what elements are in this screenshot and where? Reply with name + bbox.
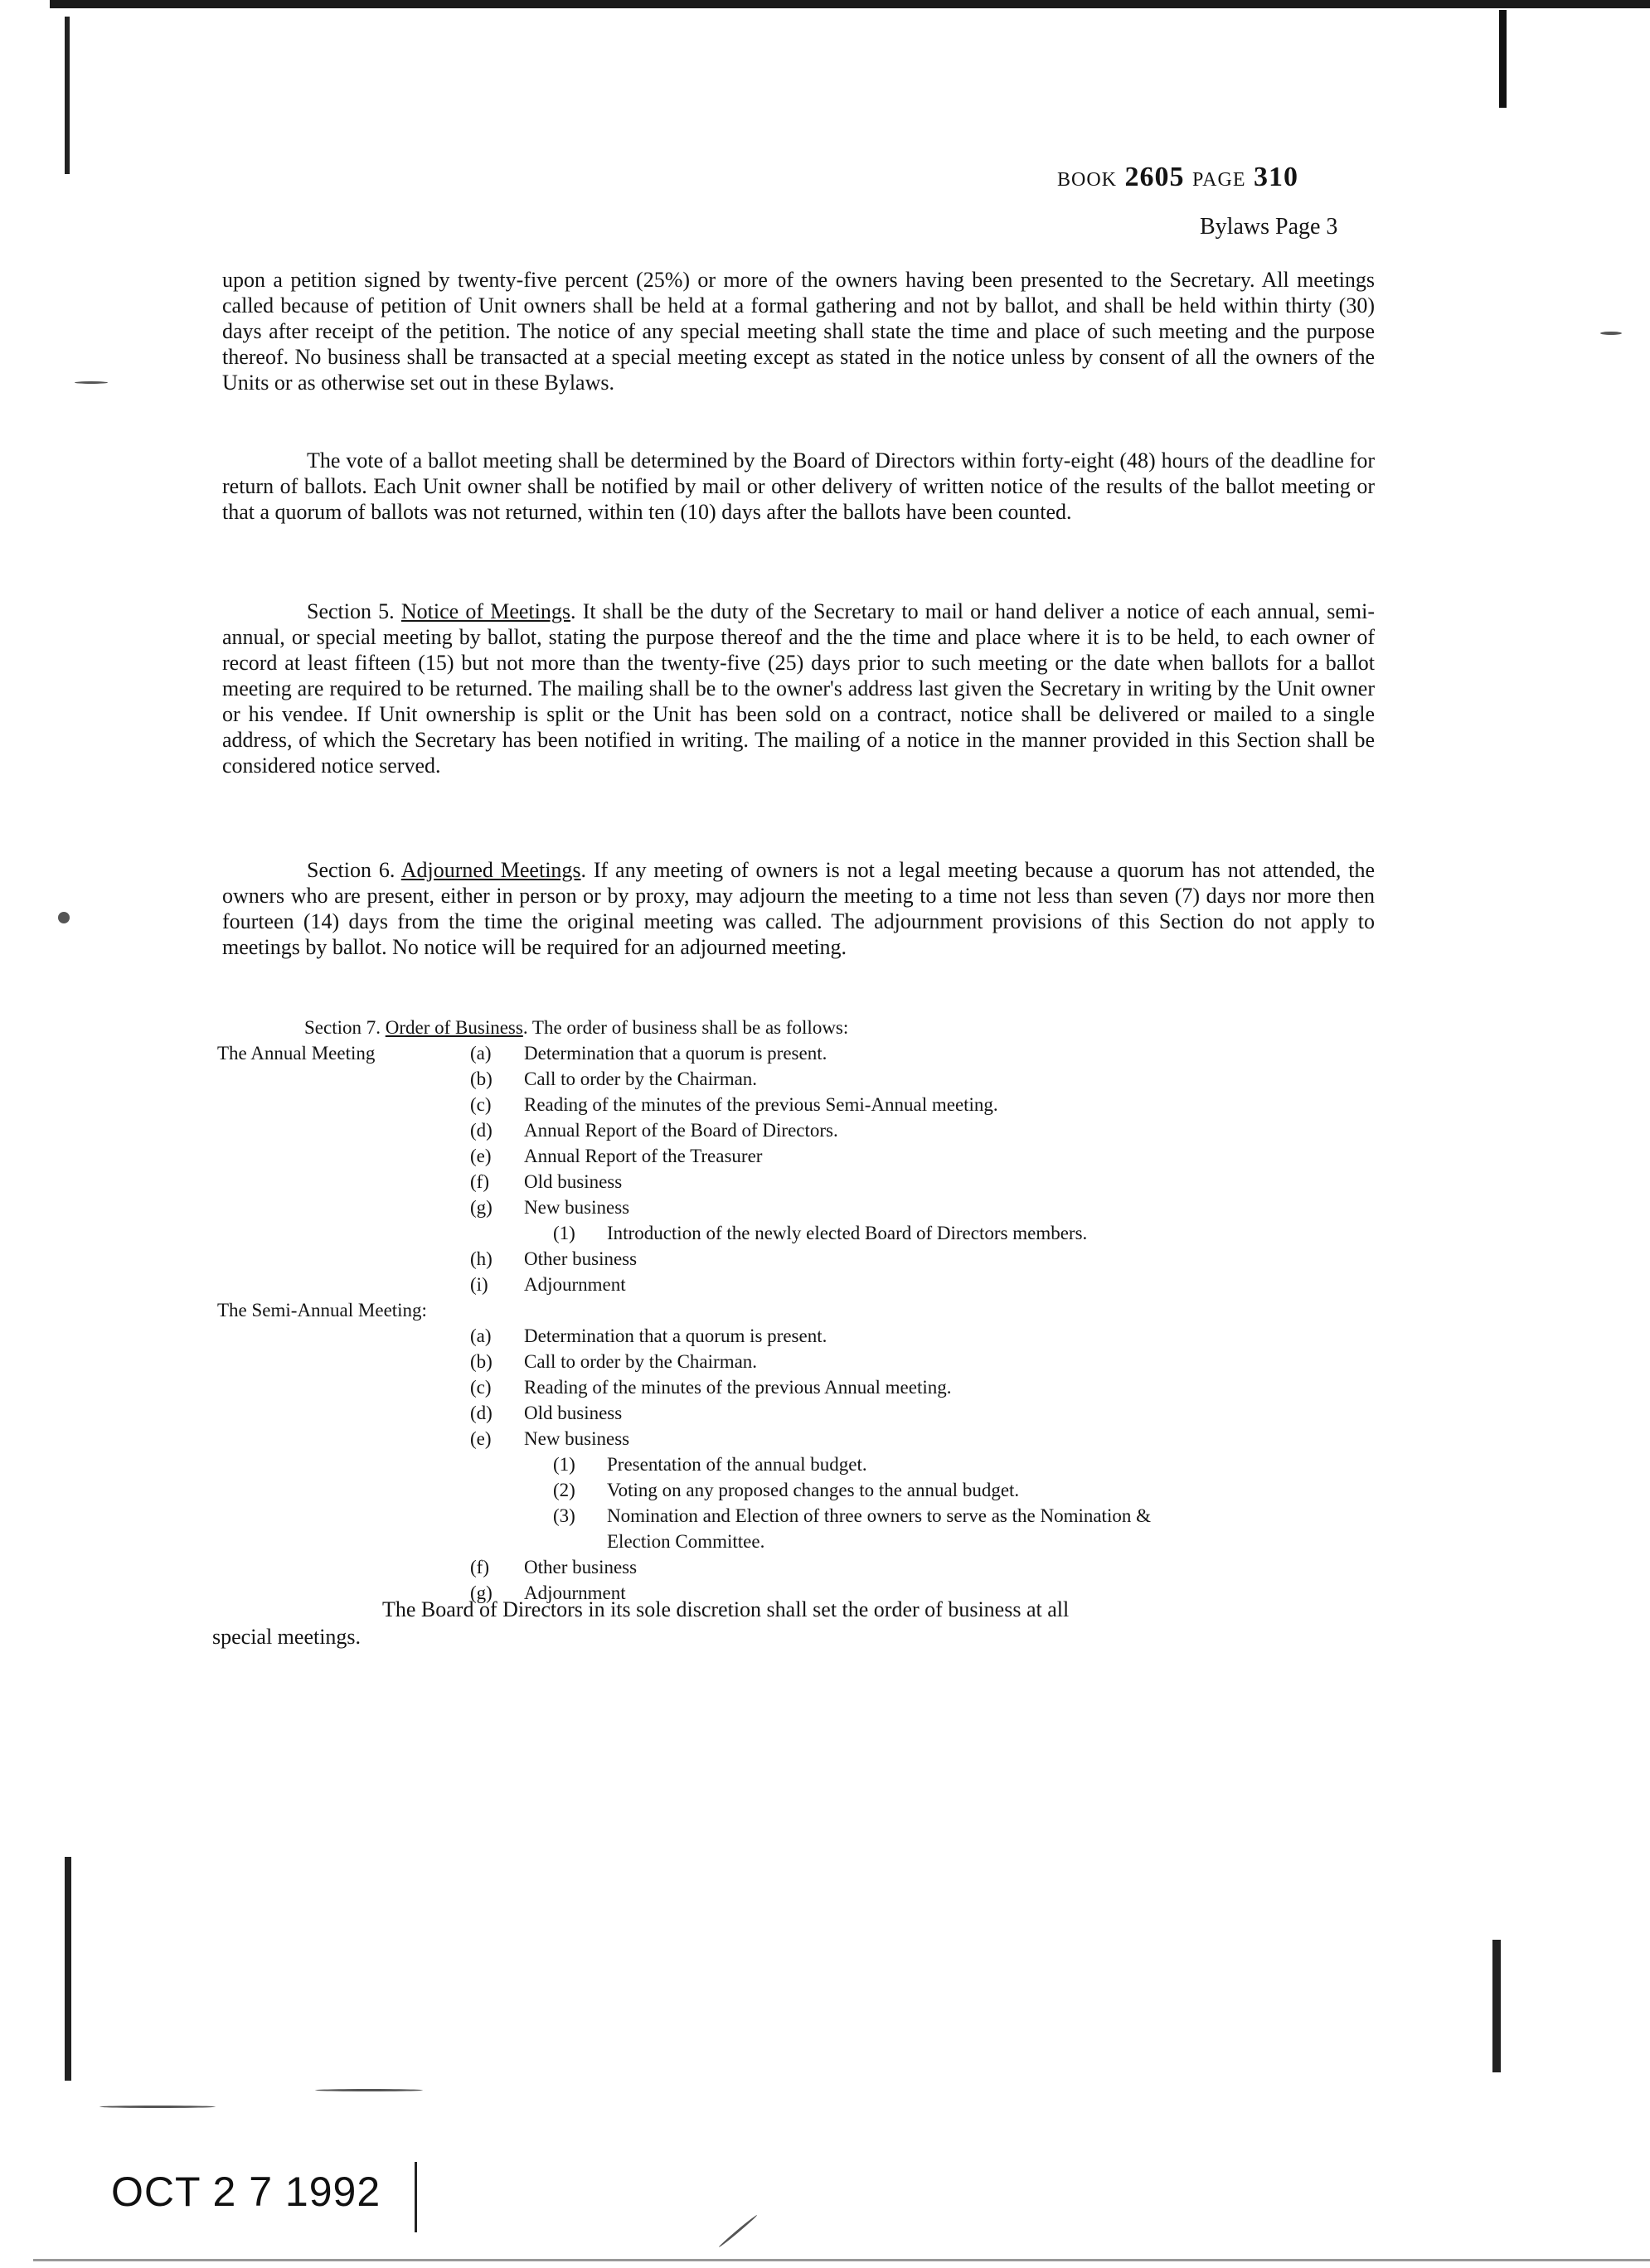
item-letter: (b) bbox=[470, 1069, 493, 1089]
stamp-divider bbox=[415, 2162, 417, 2232]
list-item bbox=[217, 1400, 1378, 1426]
section-6 bbox=[222, 857, 1375, 960]
scan-speck bbox=[1600, 332, 1622, 335]
item-letter: (a) bbox=[470, 1325, 492, 1346]
item-text: New business bbox=[524, 1428, 630, 1449]
item-text: Adjournment bbox=[524, 1582, 626, 1603]
item-text: Call to order by the Chairman. bbox=[524, 1069, 758, 1089]
closing-paragraph bbox=[212, 1596, 1373, 1650]
subitem-number: (1) bbox=[553, 1454, 575, 1475]
semiannual-meeting-list bbox=[217, 1297, 1378, 1606]
annual-meeting-list bbox=[217, 1040, 1378, 1297]
closing-line-2: special meetings. bbox=[212, 1625, 362, 1649]
section-5 bbox=[222, 598, 1375, 778]
item-letter: (a) bbox=[470, 1043, 492, 1064]
section-7 bbox=[217, 1015, 1378, 1040]
list-item bbox=[217, 1220, 1378, 1246]
page-prefix: PAGE bbox=[1192, 169, 1246, 191]
section-7-label: Section 7. bbox=[304, 1017, 381, 1038]
item-text: Determination that a quorum is present. bbox=[524, 1325, 827, 1346]
section-5-title: Notice of Meetings bbox=[400, 599, 571, 623]
list-item bbox=[217, 1554, 1378, 1580]
section-5-label: Section 5. bbox=[307, 599, 395, 623]
scan-speck bbox=[75, 381, 108, 384]
list-item bbox=[217, 1451, 1378, 1477]
list-item bbox=[217, 1477, 1378, 1503]
item-letter: (g) bbox=[470, 1197, 493, 1218]
section-5-text: . It shall be the duty of the Secretary to mail or hand deliver a notice of each annual, semi-annual, or special meeting by ballot, stating the purpose thereof and the the time and place where it is to be held, to each owner of record at least fifteen (15) but not more than the twenty-five (25) days prior to such meeting or the date when ballots for a ballot meeting are required to be returned. The mailing shall be to the owner's address last given the Secretary in writing by the Unit owner or his vendee. If Unit ownership is split or the Unit has been sold on a contract, notice shall be delivered or mailed to a single address, of which the Secretary has been notified in writing. The mailing of a notice in the manner provided in this Section shall be considered notice served. bbox=[222, 599, 1376, 778]
subitem-number: (1) bbox=[553, 1223, 575, 1243]
section-7-text: . The order of business shall be as follows: bbox=[522, 1017, 849, 1038]
item-text: Annual Report of the Treasurer bbox=[524, 1146, 763, 1166]
subitem-number: (3) bbox=[553, 1505, 575, 1526]
item-letter: (c) bbox=[470, 1094, 492, 1115]
scan-speck bbox=[718, 2214, 758, 2248]
item-text: Old business bbox=[524, 1403, 623, 1423]
section-7-heading bbox=[217, 1015, 1378, 1040]
scan-mark-right bbox=[1499, 10, 1507, 108]
list-item bbox=[217, 1169, 1378, 1195]
list-item bbox=[217, 1272, 1378, 1297]
list-item bbox=[217, 1040, 1378, 1066]
item-letter: (f) bbox=[470, 1557, 489, 1577]
subitem-text: Voting on any proposed changes to the annual budget. bbox=[607, 1480, 1020, 1500]
subitem-number: (2) bbox=[553, 1480, 575, 1500]
scan-speck bbox=[99, 2106, 216, 2108]
closing-line-1: The Board of Directors in its sole discretion shall set the order of business at all bbox=[382, 1597, 1070, 1621]
section-7-title: Order of Business bbox=[385, 1017, 523, 1038]
subitem-text: Election Committee. bbox=[607, 1531, 765, 1552]
date-stamp: OCT 2 7 1992 bbox=[111, 2169, 381, 2215]
item-letter: (e) bbox=[470, 1428, 492, 1449]
scan-mark-right-bottom bbox=[1492, 1940, 1501, 2072]
meeting-title: The Semi-Annual Meeting: bbox=[217, 1300, 427, 1321]
item-letter: (e) bbox=[470, 1146, 492, 1166]
item-letter: (g) bbox=[470, 1582, 493, 1603]
item-letter: (d) bbox=[470, 1120, 493, 1141]
section-6-text: . If any meeting of owners is not a legal meeting because a quorum has not attended, the owners who are present, either in person or by proxy, may adjourn the meeting to a time not less than seven (7) days nor more then fourteen (14) days from the time the original meeting was called. The adjournment provisions of this Section do not apply to meetings by ballot. No notice will be required for an adjourned meeting. bbox=[222, 858, 1375, 959]
list-item bbox=[217, 1349, 1378, 1374]
item-text: Other business bbox=[524, 1557, 638, 1577]
item-letter: (b) bbox=[470, 1351, 493, 1372]
meeting-title: The Annual Meeting bbox=[217, 1043, 376, 1064]
list-item bbox=[217, 1246, 1378, 1272]
subitem-text: Introduction of the newly elected Board of Directors members. bbox=[607, 1223, 1088, 1243]
list-item bbox=[217, 1323, 1378, 1349]
item-text: Determination that a quorum is present. bbox=[524, 1043, 827, 1064]
book-page-reference bbox=[1057, 162, 1298, 193]
book-prefix: BOOK bbox=[1057, 169, 1118, 191]
section-6-title: Adjourned Meetings bbox=[400, 858, 581, 882]
item-letter: (c) bbox=[470, 1377, 492, 1398]
scan-mark-left-bottom bbox=[65, 1857, 71, 2081]
item-text: Old business bbox=[524, 1171, 623, 1192]
item-letter: (h) bbox=[470, 1248, 493, 1269]
list-item bbox=[217, 1117, 1378, 1143]
item-letter: (f) bbox=[470, 1171, 489, 1192]
scan-mark-left-top bbox=[65, 17, 70, 174]
item-text: Adjournment bbox=[524, 1274, 626, 1295]
item-letter: (d) bbox=[470, 1403, 493, 1423]
paragraph-continuation: upon a petition signed by twenty-five percent (25%) or more of the owners having been presented to the Secretary. All meetings called because of petition of Unit owners shall be held at a formal gathering and not by ballot, and shall be held within thirty (30) days after receipt of the petition. The notice of any special meeting shall state the time and place of such meeting and the purpose thereof. No business shall be transacted at a special meeting except as stated in the notice unless by consent of all the owners of the Units or as otherwise set out in these Bylaws. bbox=[222, 268, 1375, 395]
item-text: Annual Report of the Board of Directors. bbox=[524, 1120, 838, 1141]
scan-speck bbox=[315, 2089, 423, 2091]
item-text: Other business bbox=[524, 1248, 638, 1269]
list-item bbox=[217, 1092, 1378, 1117]
list-item bbox=[217, 1426, 1378, 1451]
subitem-text: Presentation of the annual budget. bbox=[607, 1454, 867, 1475]
page-number: 310 bbox=[1253, 162, 1298, 192]
document-page-label: Bylaws Page 3 bbox=[1200, 214, 1338, 240]
item-text: Call to order by the Chairman. bbox=[524, 1351, 758, 1372]
list-item bbox=[217, 1503, 1378, 1529]
scan-bottom-edge bbox=[33, 2259, 1650, 2261]
list-item bbox=[217, 1195, 1378, 1220]
section-6-label: Section 6. bbox=[307, 858, 396, 882]
item-text: Reading of the minutes of the previous Annual meeting. bbox=[524, 1377, 952, 1398]
subitem-text: Nomination and Election of three owners to serve as the Nomination & bbox=[607, 1505, 1151, 1526]
item-text: Reading of the minutes of the previous Semi-Annual meeting. bbox=[524, 1094, 998, 1115]
item-text: New business bbox=[524, 1197, 630, 1218]
list-item bbox=[217, 1143, 1378, 1169]
list-item bbox=[217, 1066, 1378, 1092]
item-letter: (i) bbox=[470, 1274, 488, 1295]
paragraph-ballot-vote: The vote of a ballot meeting shall be determined by the Board of Directors within forty-eight (48) hours of the deadline for return of ballots. Each Unit owner shall be notified by mail or other delivery of written notice of the results of the ballot meeting or that a quorum of ballots was not returned, within ten (10) days after the ballots have been counted. bbox=[222, 448, 1375, 524]
book-number: 2605 bbox=[1124, 162, 1185, 192]
scan-edge-bar bbox=[50, 0, 1650, 8]
scan-speck bbox=[58, 912, 70, 923]
list-item bbox=[217, 1374, 1378, 1400]
list-item bbox=[217, 1529, 1378, 1554]
